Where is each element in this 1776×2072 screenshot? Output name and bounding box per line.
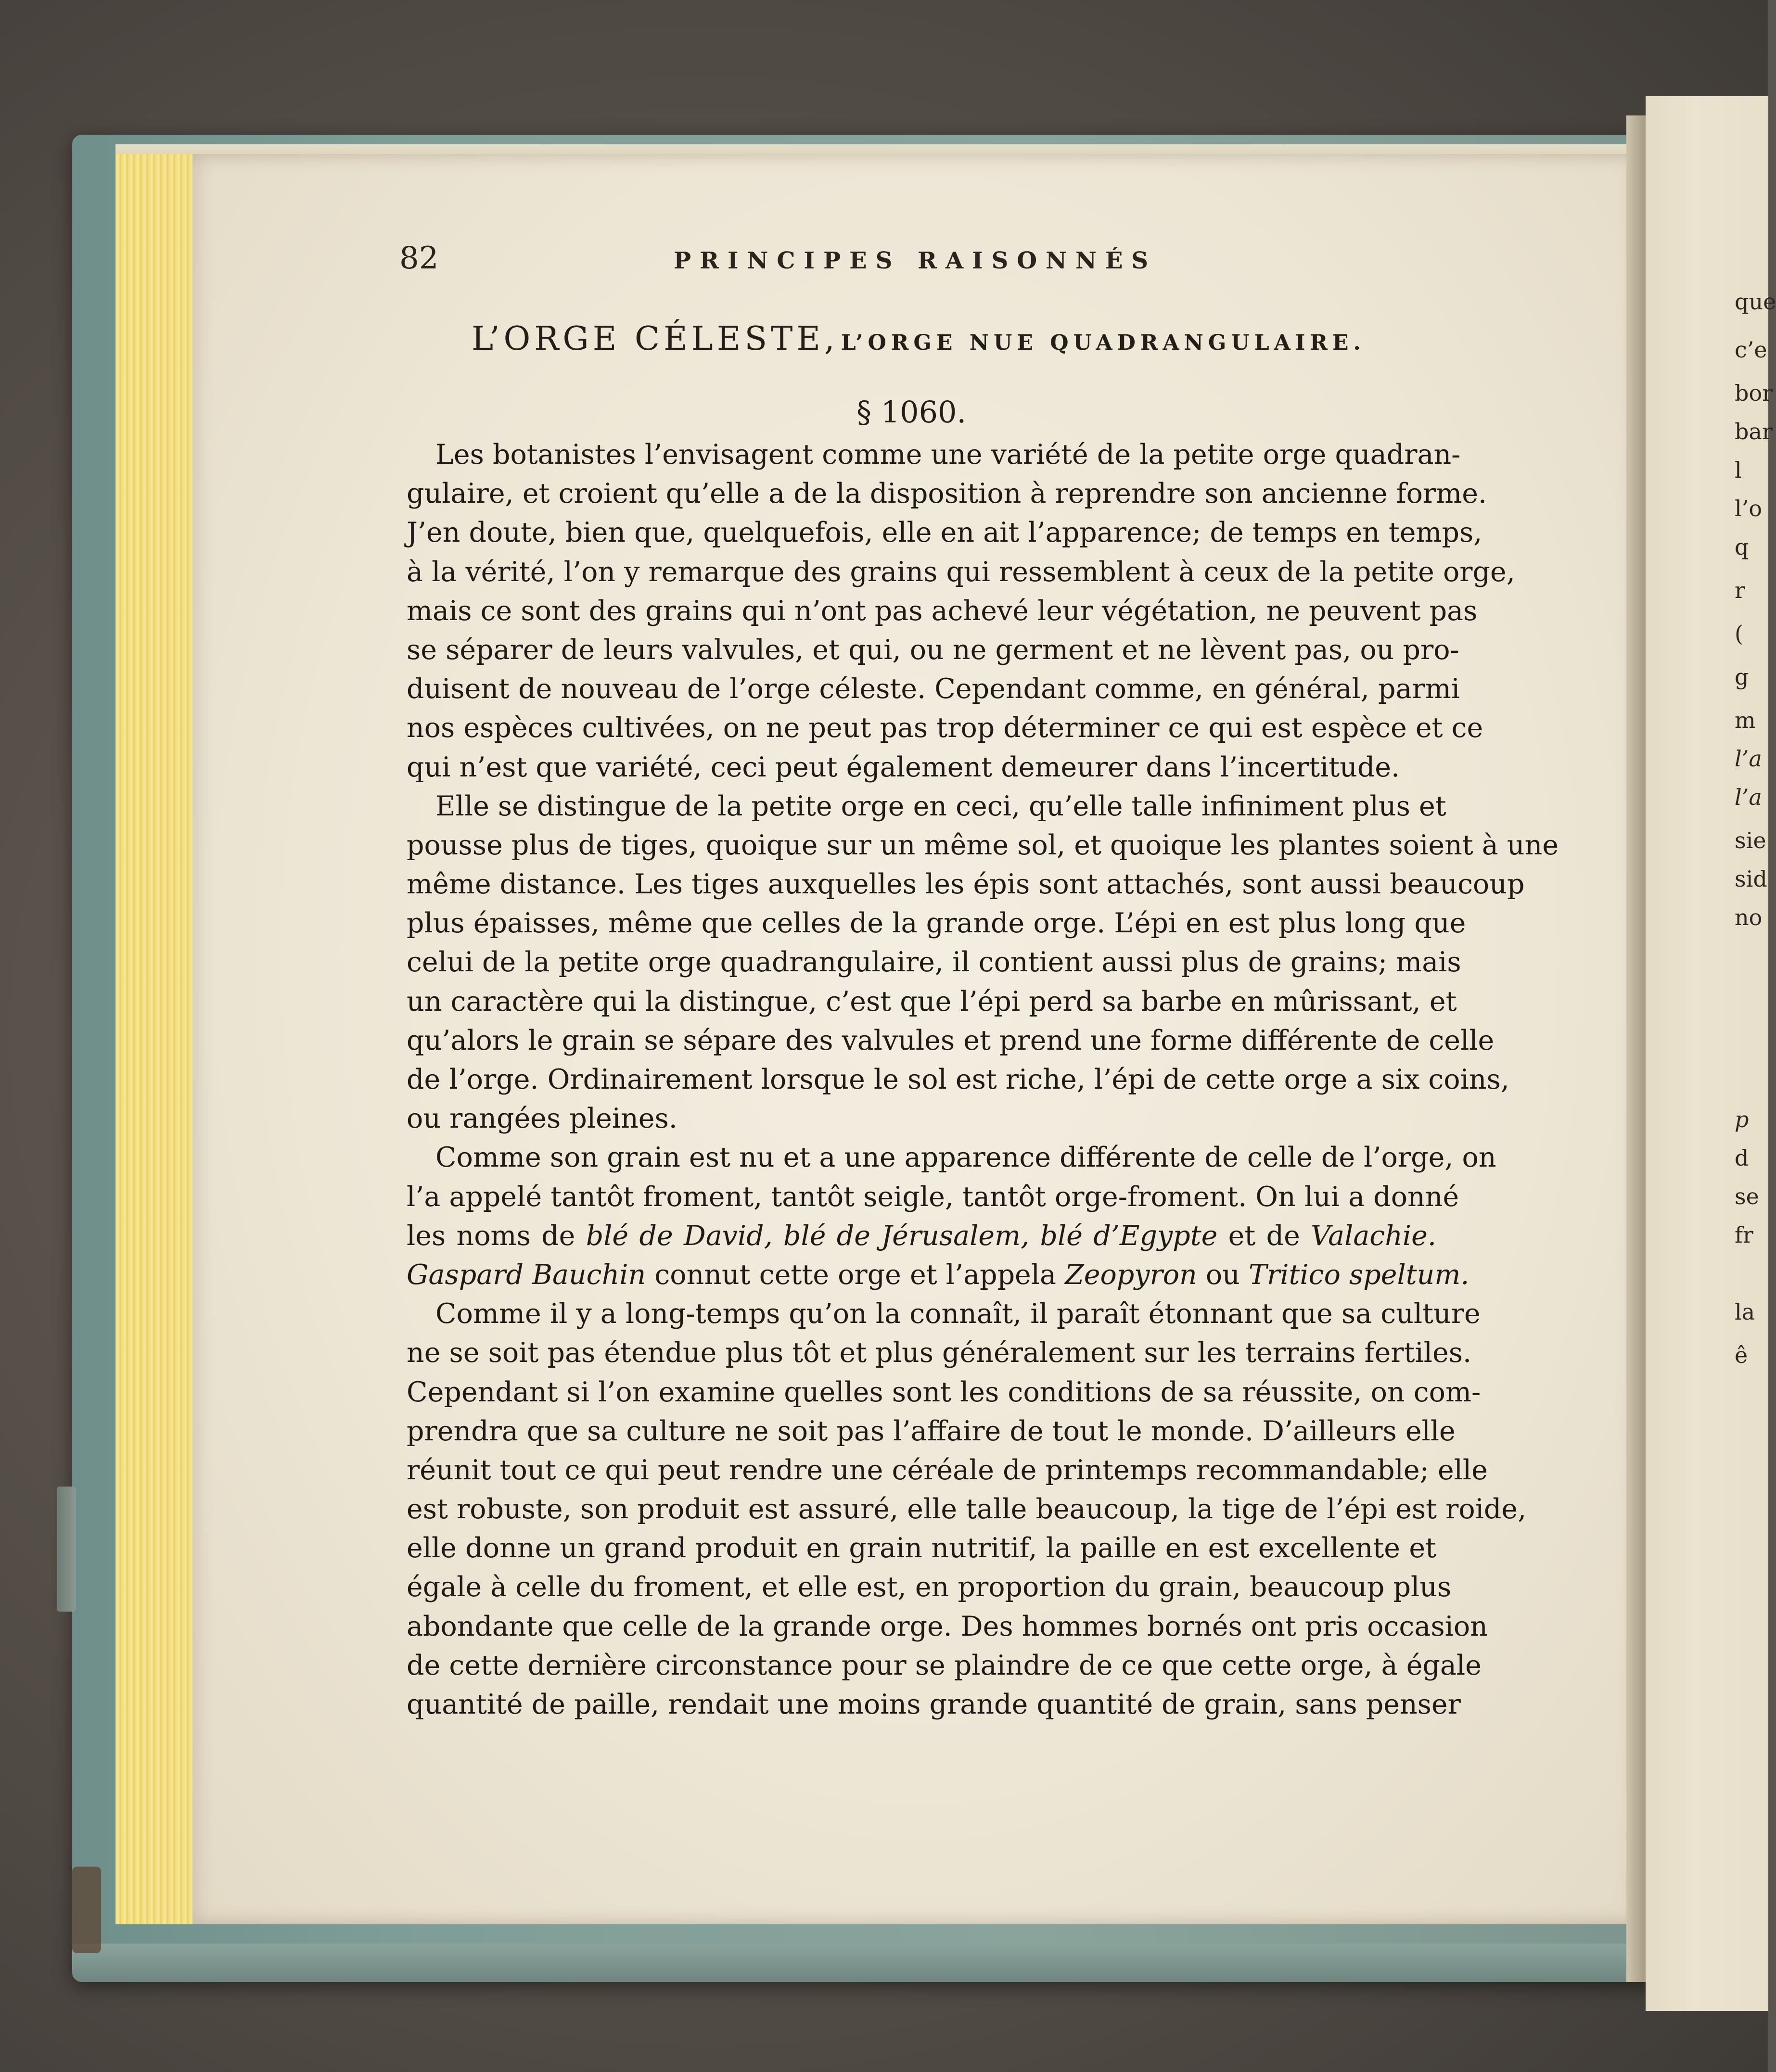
next-page-fragment: bar bbox=[1735, 419, 1773, 445]
paragraph-number: § 1060. bbox=[856, 394, 967, 430]
text-line: réunit tout ce qui peut rendre une céréale de printemps recommandable; elle bbox=[407, 1454, 1488, 1486]
text-line: duisent de nouveau de l’orge céleste. Cependant comme, en général, parmi bbox=[407, 673, 1460, 705]
page-block-edges bbox=[115, 154, 203, 1924]
next-page-fragment: d bbox=[1735, 1145, 1749, 1171]
cover-tab bbox=[57, 1487, 76, 1612]
text-line: nos espèces cultivées, on ne peut pas trop déterminer ce qui est espèce et ce bbox=[407, 712, 1483, 744]
text-run: et de bbox=[1217, 1220, 1311, 1252]
section-title-sub: L’ORGE NUE QUADRANGULAIRE. bbox=[841, 331, 1366, 355]
text-line: quantité de paille, rendait une moins grande quantité de grain, sans penser bbox=[407, 1689, 1461, 1720]
text-line-mixed bbox=[407, 1217, 1436, 1256]
text-line: se séparer de leurs valvules, et qui, ou ne germent et ne lèvent pas, ou pro- bbox=[407, 634, 1459, 666]
next-page-fragment: no bbox=[1735, 904, 1763, 930]
text-line: prendra que sa culture ne soit pas l’affaire de tout le monde. D’ailleurs elle bbox=[407, 1415, 1456, 1447]
cover-corner-wear bbox=[72, 1867, 101, 1953]
next-page-fragment: ( bbox=[1735, 621, 1743, 647]
text-line: plus épaisses, même que celles de la grande orge. L’épi en est plus long que bbox=[407, 907, 1466, 940]
italic-run: blé de David, blé de Jérusalem, blé d’Egypte bbox=[586, 1220, 1218, 1252]
text-run: ou bbox=[1197, 1258, 1249, 1291]
next-page-fragment: sid bbox=[1735, 866, 1767, 892]
next-page-fragment: bor bbox=[1735, 380, 1773, 406]
italic-run: Tritico speltum. bbox=[1249, 1258, 1469, 1291]
next-page-fragment: c’e bbox=[1735, 337, 1767, 363]
body-text bbox=[407, 435, 1559, 1724]
next-page-fragment: g bbox=[1735, 664, 1749, 690]
text-line: à la vérité, l’on y remarque des grains qui ressemblent à ceux de la petite orge, bbox=[407, 556, 1515, 588]
italic-run: Gaspard Bauchin bbox=[407, 1258, 646, 1291]
text-line: qui n’est que variété, ceci peut également demeurer dans l’incertitude. bbox=[407, 751, 1400, 783]
text-line: abondante que celle de la grande orge. Des hommes bornés ont pris occasion bbox=[407, 1610, 1488, 1642]
next-page-fragment: p bbox=[1735, 1106, 1749, 1132]
page-number: 82 bbox=[399, 241, 439, 276]
text-line: Elle se distingue de la petite orge en ceci, qu’elle talle infiniment plus et bbox=[435, 790, 1446, 822]
next-page-fragment: l’o bbox=[1735, 496, 1763, 521]
text-line: égale à celle du froment, et elle est, en proportion du grain, beaucoup plus bbox=[407, 1571, 1452, 1603]
next-page-fragment: ê bbox=[1735, 1342, 1748, 1368]
text-line: de cette dernière circonstance pour se plaindre de ce que cette orge, à égale bbox=[407, 1649, 1482, 1681]
italic-run: Valachie. bbox=[1311, 1220, 1437, 1252]
section-title bbox=[472, 320, 1366, 358]
text-line: ne se soit pas étendue plus tôt et plus généralement sur les terrains fertiles. bbox=[407, 1337, 1472, 1369]
text-line: un caractère qui la distingue, c’est que l’épi perd sa barbe en mûrissant, et bbox=[407, 985, 1457, 1017]
next-page-fragment: r bbox=[1735, 577, 1745, 603]
next-page-fragment: se bbox=[1735, 1183, 1759, 1209]
text-line: est robuste, son produit est assuré, elle talle beaucoup, la tige de l’épi est roide, bbox=[407, 1493, 1527, 1525]
text-line: Cependant si l’on examine quelles sont les conditions de sa réussite, on com- bbox=[407, 1376, 1481, 1408]
next-page-fragment: que bbox=[1735, 289, 1776, 315]
next-page-fragment: fr bbox=[1735, 1222, 1754, 1248]
text-line: mais ce sont des grains qui n’ont pas achevé leur végétation, ne peuvent pas bbox=[407, 595, 1478, 627]
text-line: de l’orge. Ordinairement lorsque le sol est riche, l’épi de cette orge a six coins, bbox=[407, 1064, 1509, 1095]
running-title: PRINCIPES RAISONNÉS bbox=[674, 247, 1157, 274]
next-page-fragment: m bbox=[1735, 707, 1756, 733]
text-run: les noms de bbox=[407, 1220, 586, 1252]
text-line: l’a appelé tantôt froment, tantôt seigle, tantôt orge-froment. On lui a donné bbox=[407, 1181, 1459, 1213]
next-page-fragment: l’a bbox=[1735, 746, 1762, 772]
page-header bbox=[399, 241, 1458, 284]
text-run: connut cette orge et l’appela bbox=[646, 1258, 1065, 1291]
next-page-fragment: q bbox=[1735, 534, 1749, 560]
next-page-fragment: sie bbox=[1735, 827, 1766, 853]
text-line: ou rangées pleines. bbox=[407, 1103, 677, 1135]
section-title-main: L’ORGE CÉLESTE, bbox=[472, 320, 839, 358]
text-line: qu’alors le grain se sépare des valvules et prend une forme différente de celle bbox=[407, 1024, 1495, 1056]
text-line: Comme il y a long-temps qu’on la connaît, il paraît étonnant que sa culture bbox=[435, 1298, 1481, 1330]
book-cover-bottom-edge bbox=[72, 1944, 1660, 1982]
text-line: gulaire, et croient qu’elle a de la disposition à reprendre son ancienne forme. bbox=[407, 478, 1487, 510]
text-line: celui de la petite orge quadrangulaire, il contient aussi plus de grains; mais bbox=[407, 946, 1461, 979]
text-line-mixed bbox=[407, 1256, 1469, 1295]
text-line: Comme son grain est nu et a une apparence différente de celle de l’orge, on bbox=[435, 1142, 1496, 1174]
text-line: pousse plus de tiges, quoique sur un même sol, et quoique les plantes soient à une bbox=[407, 829, 1559, 861]
text-line: Les botanistes l’envisagent comme une variété de la petite orge quadran- bbox=[435, 439, 1461, 470]
text-line: même distance. Les tiges auxquelles les épis sont attachés, sont aussi beaucoup bbox=[407, 868, 1525, 901]
text-line: elle donne un grand produit en grain nutritif, la paille en est excellente et bbox=[407, 1532, 1436, 1564]
next-page-fragment: l’a bbox=[1735, 784, 1762, 810]
next-page-fragment: la bbox=[1735, 1299, 1755, 1325]
text-line: J’en doute, bien que, quelquefois, elle en ait l’apparence; de temps en temps, bbox=[407, 517, 1482, 549]
next-page-fragment: l bbox=[1735, 457, 1742, 483]
italic-run: Zeopyron bbox=[1065, 1258, 1197, 1291]
